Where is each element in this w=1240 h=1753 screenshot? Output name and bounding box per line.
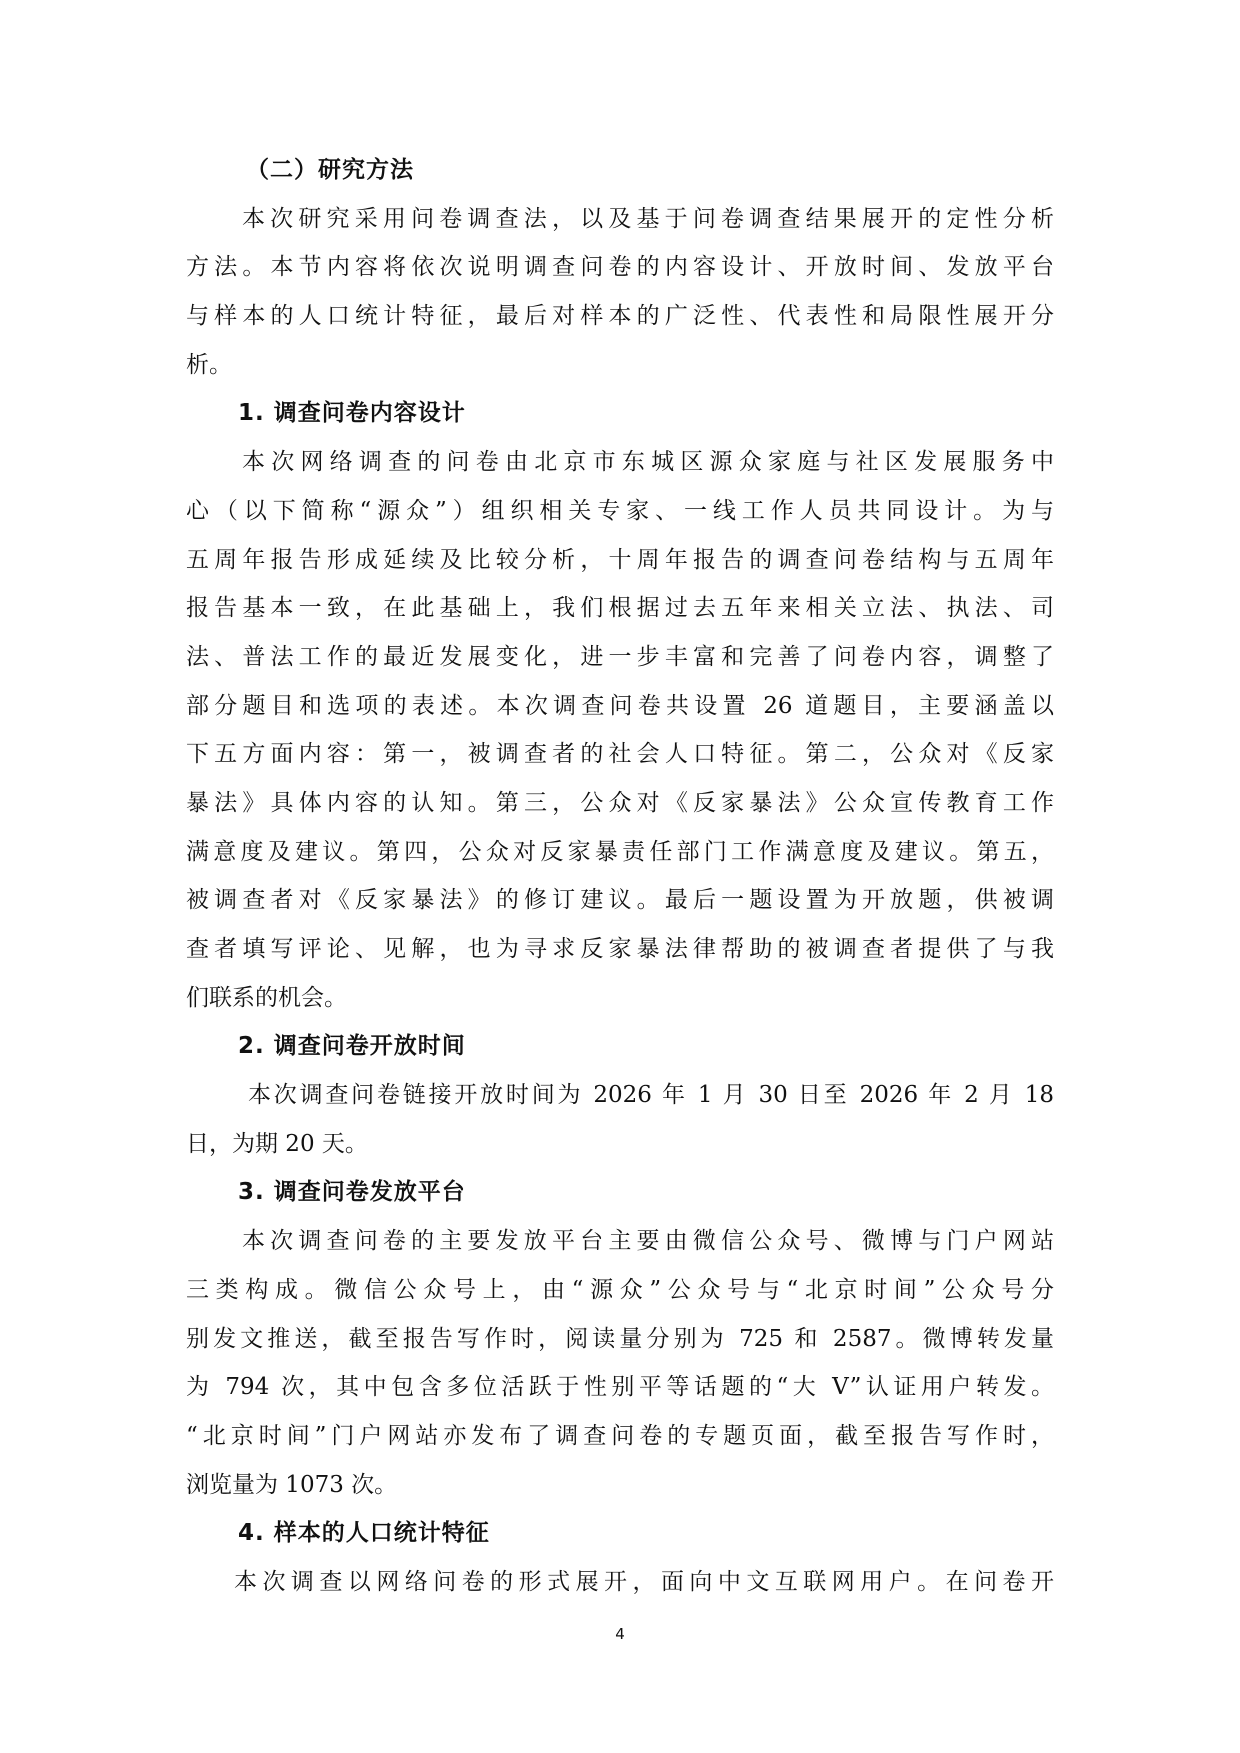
text-line: 三类构成。微信公众号上，由“源众”公众号与“北京时间”公众号分 bbox=[186, 1276, 1054, 1303]
text-line: 本次调查问卷的主要发放平台主要由微信公众号、微博与门户网站 bbox=[242, 1228, 1054, 1255]
text-line: 本次网络调查的问卷由北京市东城区源众家庭与社区发展服务中 bbox=[242, 449, 1054, 476]
paragraph-3 bbox=[186, 1217, 1054, 1509]
document-page bbox=[186, 146, 1054, 1607]
subheading-3: 3. 调查问卷发放平台 bbox=[238, 1179, 466, 1206]
text-line: 被调查者对《反家暴法》的修订建议。最后一题设置为开放题，供被调 bbox=[186, 887, 1054, 914]
subheading-4: 4. 样本的人口统计特征 bbox=[238, 1520, 490, 1547]
text-line: 方法。本节内容将依次说明调查问卷的内容设计、开放时间、发放平台 bbox=[186, 254, 1054, 281]
text-line: 下五方面内容：第一，被调查者的社会人口特征。第二，公众对《反家 bbox=[186, 741, 1054, 768]
text-line: 与样本的人口统计特征，最后对样本的广泛性、代表性和局限性展开分 bbox=[186, 303, 1054, 330]
intro-paragraph bbox=[186, 195, 1054, 390]
text-line: 本次研究采用问卷调查法，以及基于问卷调查结果展开的定性分析 bbox=[242, 205, 1054, 232]
section-heading: （二）研究方法 bbox=[246, 157, 414, 183]
text-line: 析。 bbox=[186, 351, 232, 378]
text-line: 法、普法工作的最近发展变化，进一步丰富和完善了问卷内容，调整了 bbox=[186, 643, 1054, 670]
page-number: 4 bbox=[615, 1625, 625, 1643]
text-line: 满意度及建议。第四，公众对反家暴责任部门工作满意度及建议。第五， bbox=[186, 838, 1054, 865]
paragraph-1 bbox=[186, 438, 1054, 1022]
text-line: 浏览量为 1073 次。 bbox=[186, 1471, 398, 1498]
paragraph-4 bbox=[186, 1558, 1054, 1607]
text-line: 查者填写评论、见解，也为寻求反家暴法律帮助的被调查者提供了与我 bbox=[186, 936, 1054, 962]
text-line: 心（以下简称“源众”）组织相关专家、一线工作人员共同设计。为与 bbox=[186, 497, 1054, 524]
text-line: 本次调查以网络问卷的形式展开，面向中文互联网用户。在问卷开 bbox=[234, 1568, 1054, 1595]
text-line: 部分题目和选项的表述。本次调查问卷共设置 26 道题目，主要涵盖以 bbox=[186, 692, 1054, 719]
subheading-1: 1. 调查问卷内容设计 bbox=[238, 400, 466, 427]
text-line: “北京时间”门户网站亦发布了调查问卷的专题页面，截至报告写作时， bbox=[186, 1422, 1054, 1449]
text-line: 为 794 次，其中包含多位活跃于性别平等话题的“大 V”认证用户转发。 bbox=[186, 1374, 1054, 1401]
text-line: 们联系的机会。 bbox=[186, 984, 347, 1011]
text-line: 别发文推送，截至报告写作时，阅读量分别为 725 和 2587。微博转发量 bbox=[186, 1325, 1054, 1352]
paragraph-2 bbox=[186, 1071, 1054, 1168]
text-line: 本次调查问卷链接开放时间为 2026 年 1 月 30 日至 2026 年 2 月 18 bbox=[248, 1082, 1054, 1109]
subheading-2: 2. 调查问卷开放时间 bbox=[238, 1033, 466, 1060]
text-line: 报告基本一致，在此基础上，我们根据过去五年来相关立法、执法、司 bbox=[186, 595, 1054, 622]
text-line: 五周年报告形成延续及比较分析，十周年报告的调查问卷结构与五周年 bbox=[186, 546, 1054, 573]
text-line: 日，为期 20 天。 bbox=[186, 1130, 368, 1157]
text-line: 暴法》具体内容的认知。第三，公众对《反家暴法》公众宣传教育工作 bbox=[186, 789, 1054, 816]
